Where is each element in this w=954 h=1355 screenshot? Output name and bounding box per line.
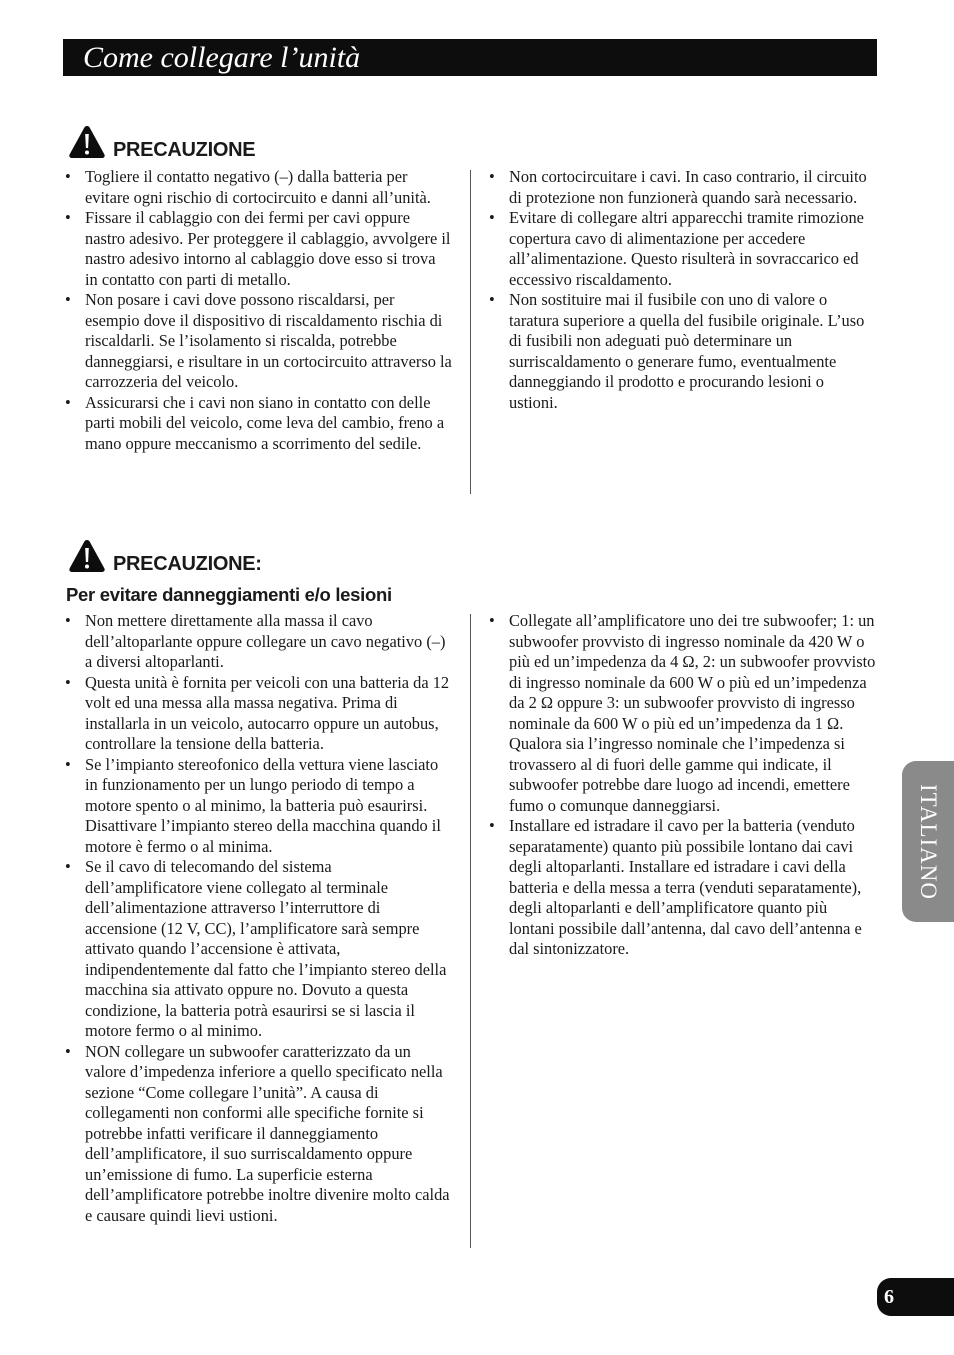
list-item: • Non posare i cavi dove possono riscaldarsi, per esempio dove il dispositivo di riscaldamento rischia di riscaldarli. Se l’isolamento si riscalda, potrebbe danneggiarsi, e risultare in un cortocircuito attraverso la carrozzeria del veicolo. bbox=[64, 290, 452, 393]
list-item: • NON collegare un subwoofer caratterizzato da un valore d’impedenza inferiore a quello specificato nella sezione “Come collegare l’unità”. A causa di collegamenti non conformi alle specifiche fornite si potrebbe infatti verificare il danneggiamento dell’amplificatore, il suo surriscaldamento oppure un’emissione di fumo. La superficie esterna dell’amplificatore potrebbe inoltre divenire molto calda e causare quindi lievi ustioni. bbox=[64, 1042, 452, 1227]
section2-left-column bbox=[64, 611, 452, 1226]
column-divider bbox=[470, 170, 471, 494]
list-item: • Se l’impianto stereofonico della vettura viene lasciato in funzionamento per un lungo periodo di tempo a motore spento o al minimo, la batteria può esaurirsi. Disattivare l’impianto stereo della macchina quando il motore è fermo o al minima. bbox=[64, 755, 452, 858]
list-item: • Non cortocircuitare i cavi. In caso contrario, il circuito di protezione non funzionerà quando sarà necessario. bbox=[488, 167, 876, 208]
section1-right-column bbox=[488, 167, 876, 413]
list-item: • Togliere il contatto negativo (–) dalla batteria per evitare ogni rischio di cortocircuito e danni all’unità. bbox=[64, 167, 452, 208]
list-item: • Se il cavo di telecomando del sistema dell’amplificatore viene collegato al terminale dell’alimentazione attraverso l’interruttore di accensione (12 V, CC), l’amplificatore sarà sempre attivato quando l’accensione è attivata, indipendentemente dal fatto che l’impianto stereo della macchina sia attivato oppure no. Dovuto a questa condizione, la batteria potrà esaurirsi se si lascia il motore fermo o al minimo. bbox=[64, 857, 452, 1042]
warning-triangle-icon bbox=[68, 124, 106, 160]
list-item: • Questa unità è fornita per veicoli con una batteria da 12 volt ed una messa alla massa negativa. Prima di installarla in un veicolo, autocarro oppure un autobus, controllare la tensione della batteria. bbox=[64, 673, 452, 755]
list-item: • Installare ed istradare il cavo per la batteria (venduto separatamente) quanto più possibile lontano dai cavi degli altoparlanti. Installare ed istradare i cavi della batteria e della messa a terra (venduti separatamente), degli altoparlanti e dell’amplificatore quanto più lontani possibile dall’antenna, dal cavo dell’antenna e dal sintonizzatore. bbox=[488, 816, 876, 960]
page-title: Come collegare l’unità bbox=[83, 41, 361, 74]
list-item: • Evitare di collegare altri apparecchi tramite rimozione copertura cavo di alimentazione per accedere all’alimentazione. Questo risulterà in sovraccarico ed eccessivo riscaldamento. bbox=[488, 208, 876, 290]
column-divider bbox=[470, 614, 471, 1248]
page-header-bar bbox=[63, 39, 877, 76]
warning-triangle-icon bbox=[68, 538, 106, 574]
page-number: 6 bbox=[884, 1286, 894, 1308]
section2-right-column bbox=[488, 611, 876, 960]
list-item: • Collegate all’amplificatore uno dei tre subwoofer; 1: un subwoofer provvisto di ingresso nominale da 420 W o più ed un’impedenza da 4 Ω, 2: un subwoofer provvisto di ingresso nominale da 600 W o più ed un’impedenza da 2 Ω oppure 3: un subwoofer provvisto di ingresso nominale da 600 W o più ed un’impedenza da 1 Ω. Qualora sia l’ingresso nominale che l’impedenza si trovassero al di fuori delle gamme qui indicate, il subwoofer potrebbe dare luogo ad incendi, emettere fumo o comunque danneggiarsi. bbox=[488, 611, 876, 816]
language-tab bbox=[902, 761, 954, 922]
list-item: • Non sostituire mai il fusibile con uno di valore o taratura superiore a quella del fusibile originale. L’uso di fusibili non adeguati può determinare un surriscaldamento o generare fumo, eventualmente danneggiando il prodotto e procurando lesioni o ustioni. bbox=[488, 290, 876, 413]
caution-title: PRECAUZIONE: bbox=[113, 553, 262, 575]
caution-subheading: Per evitare danneggiamenti e/o lesioni bbox=[66, 584, 392, 605]
list-item: • Fissare il cablaggio con dei fermi per cavi oppure nastro adesivo. Per proteggere il cablaggio, avvolgere il nastro adesivo intorno al cablaggio dove esso si trova in contatto con parti di metallo. bbox=[64, 208, 452, 290]
section1-left-column bbox=[64, 167, 452, 454]
page-number-tab bbox=[877, 1278, 954, 1316]
caution-title: PRECAUZIONE bbox=[113, 139, 256, 161]
caution-heading-2 bbox=[68, 538, 262, 574]
caution-heading-1 bbox=[68, 124, 255, 160]
list-item: • Non mettere direttamente alla massa il cavo dell’altoparlante oppure collegare un cavo negativo (–) a diversi altoparlanti. bbox=[64, 611, 452, 673]
language-tab-label: ITALIANO bbox=[916, 783, 941, 900]
list-item: • Assicurarsi che i cavi non siano in contatto con delle parti mobili del veicolo, come leva del cambio, freno a mano oppure meccanismo a scorrimento del sedile. bbox=[64, 393, 452, 455]
